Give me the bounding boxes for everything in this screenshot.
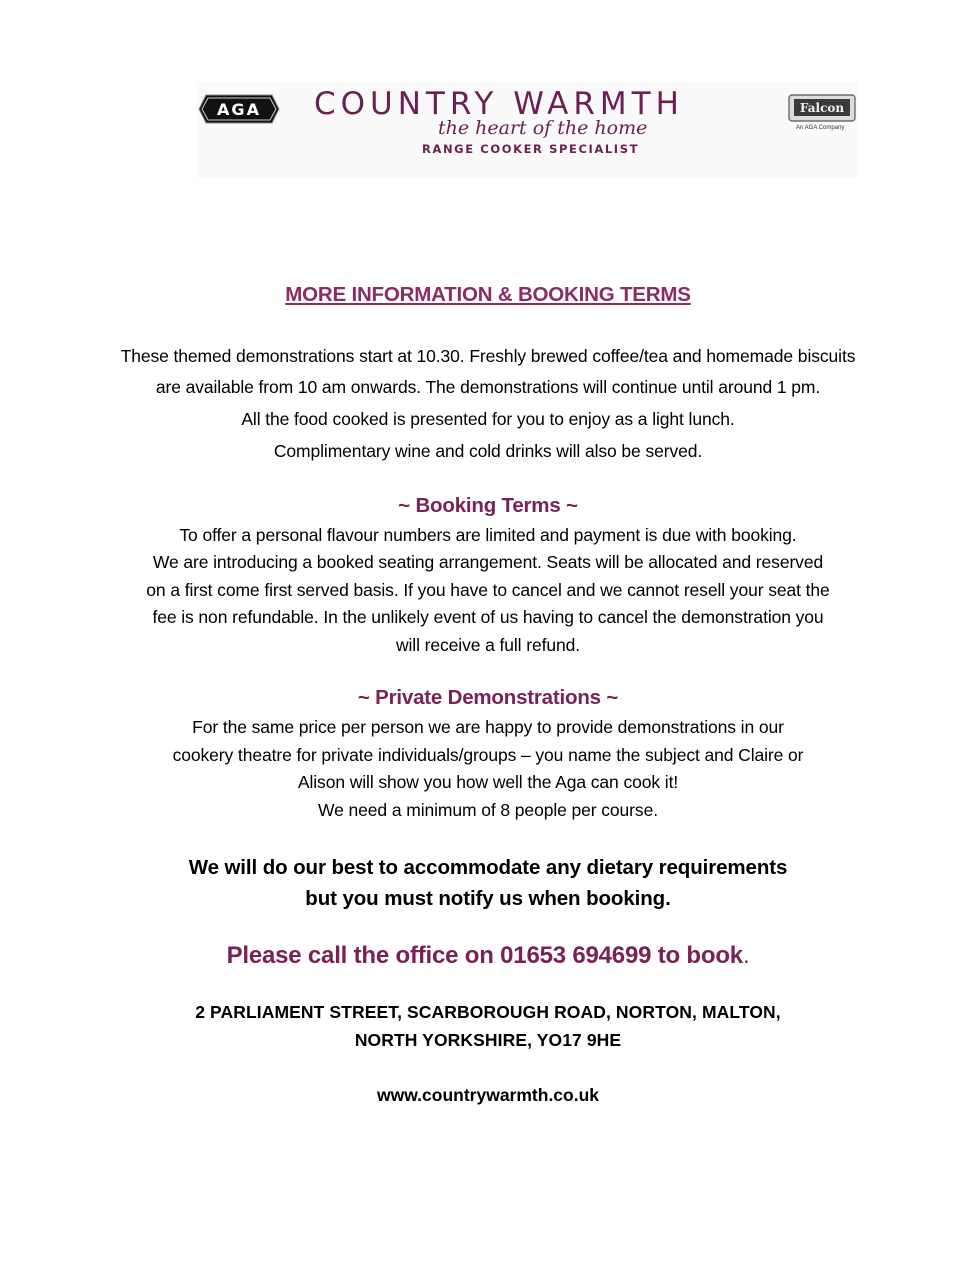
call-to-book bbox=[0, 942, 976, 970]
call-to-book-text: Please call the office on 01653 694699 to book bbox=[226, 942, 743, 969]
booking-terms-line-2: We are introducing a booked seating arrangement. Seats will be allocated and reserved bbox=[152, 552, 824, 572]
intro-line-3: All the food cooked is presented for you to enjoy as a light lunch. bbox=[241, 409, 735, 429]
dietary-line-2: but you must notify us when booking. bbox=[305, 887, 671, 910]
brand-name: COUNTRY WARMTH bbox=[314, 86, 684, 122]
aga-logo-text: AGA bbox=[217, 100, 261, 119]
falcon-logo-text: Falcon bbox=[799, 101, 845, 115]
address-line-2: NORTH YORKSHIRE, YO17 9HE bbox=[354, 1030, 622, 1050]
booking-terms-line-4: fee is non refundable. In the unlikely event of us having to cancel the demonstration you bbox=[152, 607, 824, 627]
header-banner bbox=[196, 82, 858, 178]
intro-line-4: Complimentary wine and cold drinks will also be served. bbox=[273, 441, 703, 461]
private-demos-line-3: Alison will show you how well the Aga can cook it! bbox=[297, 772, 679, 792]
brand-specialist: RANGE COOKER SPECIALIST bbox=[422, 142, 640, 156]
intro-line-2: are available from 10 am onwards. The demonstrations will continue until around 1 pm. bbox=[155, 377, 821, 397]
booking-terms-heading: ~ Booking Terms ~ bbox=[398, 494, 578, 517]
address-line-1: 2 PARLIAMENT STREET, SCARBOROUGH ROAD, NORTON, MALTON, bbox=[195, 1002, 781, 1022]
booking-terms-line-5: will receive a full refund. bbox=[395, 635, 581, 655]
brand-tagline: the heart of the home bbox=[438, 117, 648, 139]
website: www.countrywarmth.co.uk bbox=[376, 1085, 600, 1105]
falcon-logo bbox=[788, 94, 858, 120]
aga-logo bbox=[198, 94, 280, 124]
call-to-book-period: . bbox=[742, 942, 750, 969]
private-demos-line-4: We need a minimum of 8 people per course. bbox=[318, 800, 658, 820]
dietary-line-1: We will do our best to accommodate any dietary requirements bbox=[188, 856, 788, 879]
booking-terms-line-1: To offer a personal flavour numbers are limited and payment is due with booking. bbox=[179, 525, 797, 545]
intro-line-1: These themed demonstrations start at 10.30. Freshly brewed coffee/tea and homemade biscuits bbox=[120, 346, 856, 366]
private-demos-line-1: For the same price per person we are happy to provide demonstrations in our bbox=[192, 717, 784, 737]
booking-terms-line-3: on a first come first served basis. If you have to cancel and we cannot resell your seat the bbox=[146, 580, 830, 600]
private-demos-line-2: cookery theatre for private individuals/groups – you name the subject and Claire or bbox=[172, 745, 804, 765]
falcon-subtext: An AGA Company bbox=[796, 125, 845, 131]
private-demos-heading: ~ Private Demonstrations ~ bbox=[357, 686, 619, 709]
page-title: MORE INFORMATION & BOOKING TERMS bbox=[285, 283, 691, 306]
